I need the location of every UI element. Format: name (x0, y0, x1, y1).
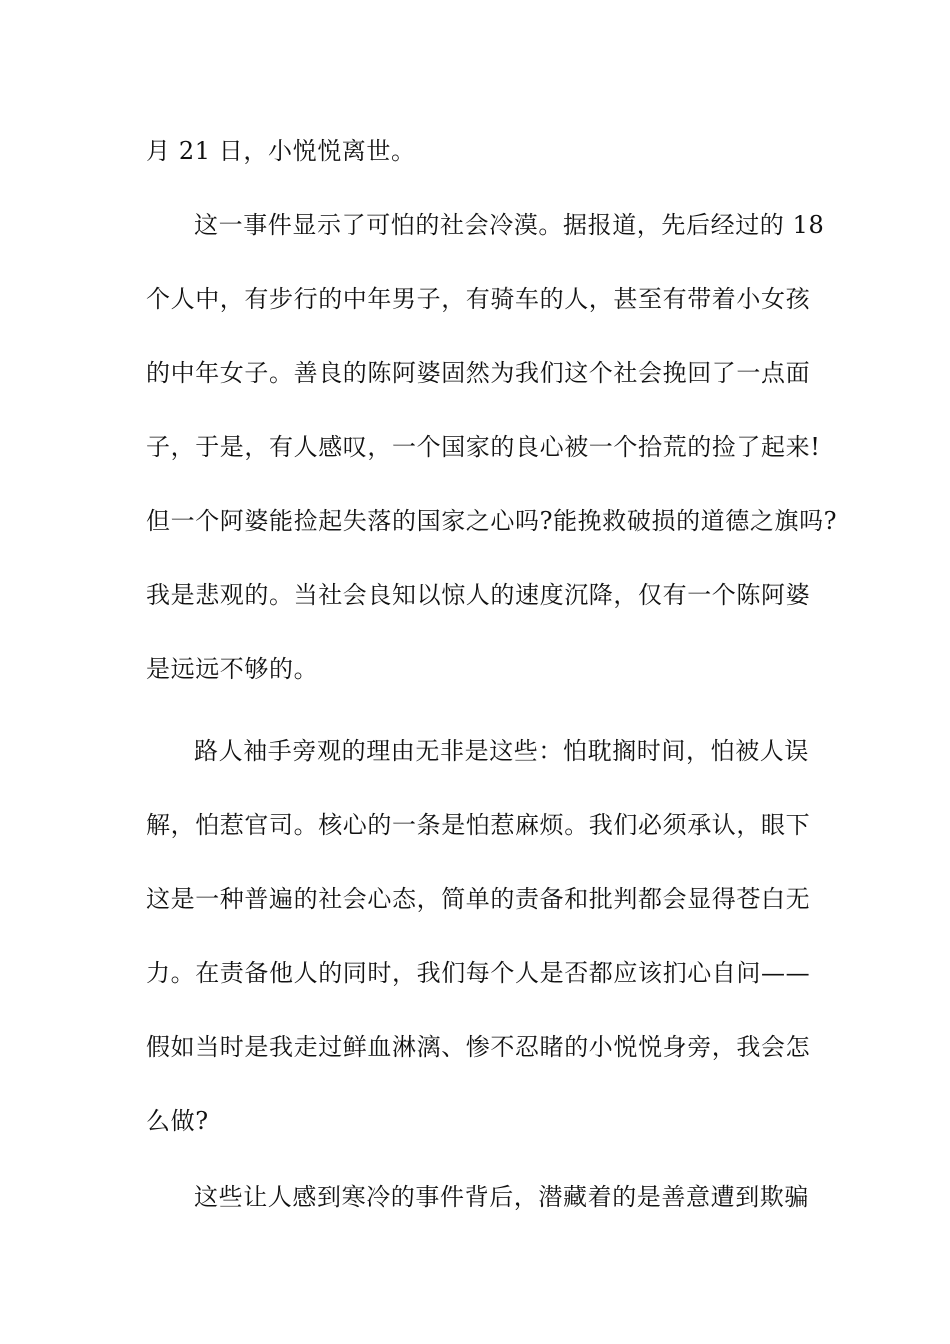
text-line: 月 21 日，小悦悦离世。 (146, 137, 416, 165)
text-line: 力。在责备他人的同时，我们每个人是否都应该扪心自问—— (146, 959, 811, 987)
text-line: 是远远不够的。 (146, 655, 319, 683)
text-line: 个人中，有步行的中年男子，有骑车的人，甚至有带着小女孩 (146, 285, 811, 313)
paragraph-first-line: 这一事件显示了可怕的社会冷漠。据报道，先后经过的 18 (194, 211, 825, 239)
text-line: 但一个阿婆能捡起失落的国家之心吗?能挽救破损的道德之旗吗? (146, 507, 838, 535)
text-line: 么做? (146, 1107, 209, 1135)
text-line: 假如当时是我走过鲜血淋漓、惨不忍睹的小悦悦身旁，我会怎 (146, 1033, 811, 1061)
text-line: 子，于是，有人感叹，一个国家的良心被一个拾荒的捡了起来! (146, 433, 821, 461)
text-line: 解，怕惹官司。核心的一条是怕惹麻烦。我们必须承认，眼下 (146, 811, 811, 839)
text-line: 这是一种普遍的社会心态，简单的责备和批判都会显得苍白无 (146, 885, 811, 913)
paragraph-first-line: 这些让人感到寒冷的事件背后，潜藏着的是善意遭到欺骗 (194, 1183, 809, 1211)
text-line: 的中年女子。善良的陈阿婆固然为我们这个社会挽回了一点面 (146, 359, 811, 387)
paragraph-first-line: 路人袖手旁观的理由无非是这些：怕耽搁时间，怕被人误 (194, 737, 809, 765)
text-line: 我是悲观的。当社会良知以惊人的速度沉降，仅有一个陈阿婆 (146, 581, 811, 609)
